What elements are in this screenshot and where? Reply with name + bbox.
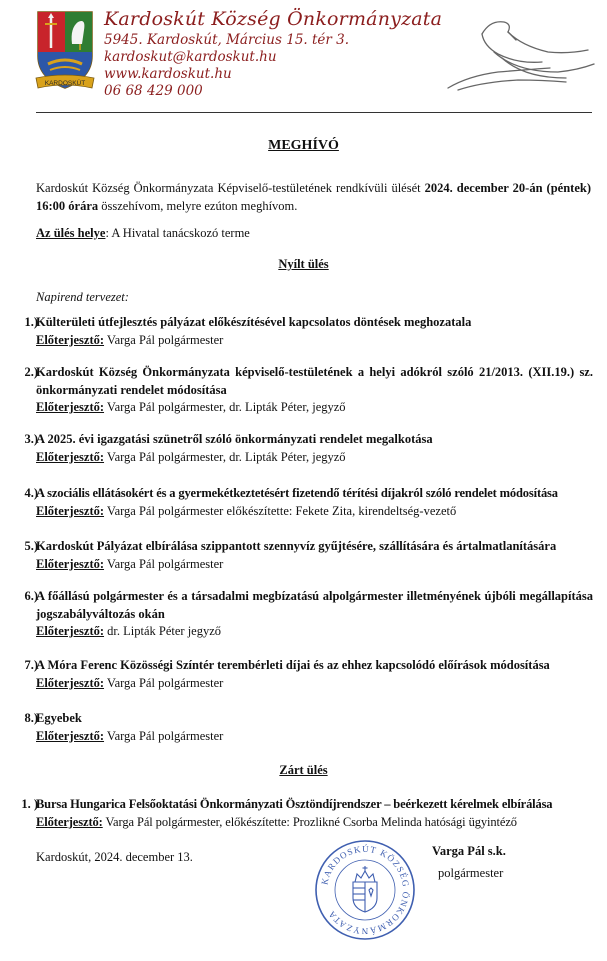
agenda-item-title: Külterületi útfejlesztés pályázat előkészítésével kapcsolatos döntések meghozatala — [36, 315, 472, 329]
agenda-item-number: 1.) — [24, 315, 38, 329]
agenda-item — [8, 314, 593, 349]
presenter-name: Varga Pál polgármester, dr. Lipták Péter, jegyző — [104, 449, 346, 464]
document-title: MEGHÍVÓ — [268, 138, 339, 153]
agenda-item-number: 5.) — [24, 539, 38, 553]
agenda-item-title: A Móra Ferenc Közösségi Színtér terembérleti díjai és az ehhez kapcsolódó előírások módosítása — [36, 658, 550, 672]
agenda-item-presenter — [36, 556, 593, 574]
agenda-item-title: A szociális ellátásokért és a gyermekétkeztetésért fizetendő térítési díjakról szóló rendelet módosítása — [36, 486, 558, 500]
presenter-name: Varga Pál polgármester — [104, 332, 224, 347]
presenter-name: Varga Pál polgármester előkészítette: Fekete Zita, kirendeltség-vezető — [104, 503, 457, 518]
letterhead-block — [104, 8, 442, 100]
place-and-date: Kardoskút, 2024. december 13. — [36, 850, 193, 864]
agenda-item — [8, 364, 593, 417]
org-address: 5945. Kardoskút, Március 15. tér 3. — [104, 32, 350, 48]
agenda-item-presenter — [36, 728, 593, 746]
agenda-item-title: Egyebek — [36, 711, 82, 725]
agenda-item-title: A főállású polgármester és a társadalmi megbízatású alpolgármester illetményének újbóli megállapítása jogszabályváltozás okán — [36, 589, 593, 621]
agenda-item-presenter — [36, 332, 593, 350]
presenter-label: Előterjesztő: — [36, 400, 105, 414]
agenda-item-presenter — [36, 814, 593, 832]
presenter-label: Előterjesztő: — [36, 503, 105, 518]
agenda-item-number: 8.) — [24, 711, 38, 725]
venue-line — [36, 226, 250, 241]
agenda-item — [8, 588, 593, 641]
intro-paragraph — [36, 179, 591, 215]
coat-of-arms-icon — [34, 8, 96, 94]
agenda-item — [8, 657, 593, 692]
presenter-label: Előterjesztő: — [36, 556, 105, 571]
venue-label: Az ülés helye — [36, 226, 106, 240]
signatory-role: polgármester — [438, 866, 504, 880]
agenda-item-presenter — [36, 503, 593, 521]
closed-session-heading: Zárt ülés — [279, 763, 328, 777]
agenda-label: Napirend tervezet: — [36, 290, 129, 304]
presenter-name: Varga Pál polgármester — [104, 556, 224, 571]
signature-block — [432, 840, 506, 884]
agenda-item-presenter — [36, 675, 593, 693]
org-name: Kardoskút Község Önkormányzata — [104, 8, 443, 30]
org-email[interactable]: kardoskut@kardoskut.hu — [104, 49, 277, 65]
presenter-name: Varga Pál polgármester, előkészítette: Prozlikné Csorba Melinda hatósági ügyintéző — [102, 814, 517, 829]
official-stamp-icon — [313, 838, 417, 942]
agenda-item-title: A 2025. évi igazgatási szünetről szóló önkormányzati rendelet megalkotása — [36, 432, 433, 446]
intro-text-2: összehívom, melyre ezúton meghívom. — [98, 199, 298, 213]
agenda-item-presenter — [36, 399, 593, 417]
agenda-item-number: 7.) — [24, 658, 38, 672]
stork-sketch-icon — [438, 12, 598, 92]
presenter-name: Varga Pál polgármester, dr. Lipták Péter, jegyző — [104, 400, 346, 414]
closed-agenda-item — [8, 796, 593, 831]
presenter-label: Előterjesztő: — [36, 675, 105, 690]
presenter-label: Előterjesztő: — [36, 728, 105, 743]
stamp-text: KARDOSKÚT KÖZSÉG ÖNKORMÁNYZATA — [319, 843, 412, 937]
signatory-name: Varga Pál s.k. — [432, 844, 506, 858]
agenda-item-presenter — [36, 449, 593, 467]
agenda-item-title: Kardoskút Község Önkormányzata képviselő-testületének a helyi adókról szóló 21/2013. (XII.19.) sz. önkormányzati rendelet módosítása — [36, 365, 593, 397]
agenda-item-presenter — [36, 623, 593, 641]
agenda-item — [8, 710, 593, 745]
agenda-item-number: 2.) — [24, 365, 38, 379]
presenter-label: Előterjesztő: — [36, 814, 103, 829]
agenda-item — [8, 485, 593, 520]
intro-date: 2024. december 20-án (péntek) 16:00 órára — [36, 181, 591, 213]
presenter-name: dr. Lipták Péter jegyző — [104, 624, 222, 638]
agenda-item-number: 3.) — [24, 432, 38, 446]
agenda-item — [8, 431, 593, 466]
agenda-item-number: 4.) — [24, 486, 38, 500]
crest-banner-text: KARDOSKÚT — [44, 80, 86, 87]
agenda-item-title: Kardoskút Pályázat elbírálása szippantott szennyvíz gyűjtésére, szállítására és ártalmatlanítására — [36, 539, 557, 553]
presenter-label: Előterjesztő: — [36, 449, 105, 464]
presenter-name: Varga Pál polgármester — [104, 728, 224, 743]
presenter-name: Varga Pál polgármester — [104, 675, 224, 690]
agenda-item — [8, 538, 593, 573]
agenda-item-title: Bursa Hungarica Felsőoktatási Önkormányzati Ösztöndíjrendszer – beérkezett kérelmek elbírálása — [36, 797, 553, 811]
open-session-heading: Nyílt ülés — [278, 257, 329, 271]
agenda-item-number: 6.) — [24, 589, 38, 603]
presenter-label: Előterjesztő: — [36, 332, 105, 347]
agenda-item-number: 1. ) — [21, 797, 38, 811]
presenter-label: Előterjesztő: — [36, 624, 105, 638]
org-website[interactable]: www.kardoskut.hu — [104, 66, 232, 82]
venue-value: : A Hivatal tanácskozó terme — [105, 226, 250, 240]
intro-text-1: Kardoskút Község Önkormányzata Képviselő-testületének rendkívüli ülését — [36, 181, 425, 195]
org-phone: 06 68 429 000 — [104, 83, 203, 99]
header-divider — [36, 112, 592, 113]
